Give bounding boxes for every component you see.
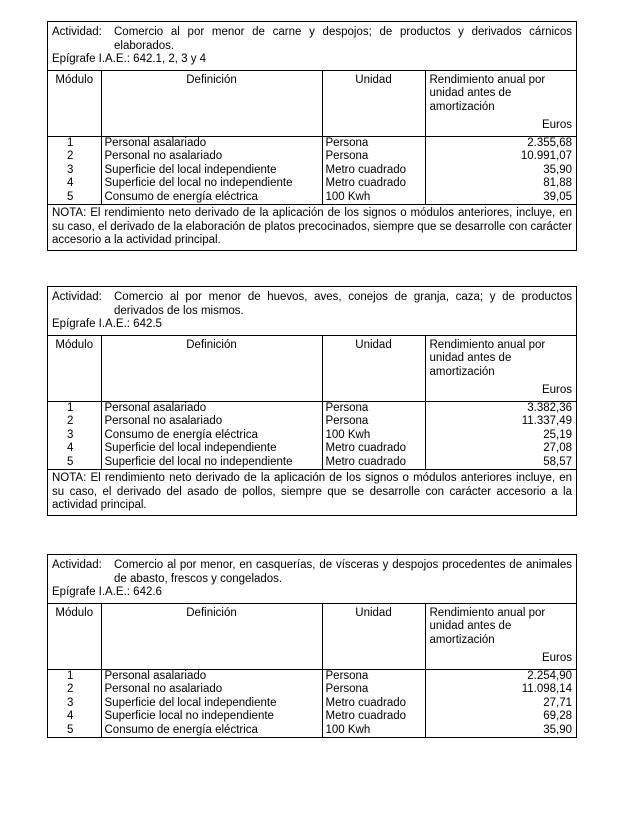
table-cell: 5	[67, 455, 74, 468]
table-cell: Personal asalariado	[104, 401, 207, 414]
table-cell: Persona	[325, 150, 369, 162]
definicion-column	[101, 136, 322, 204]
table-cell: Personal no asalariado	[104, 683, 223, 695]
table-cell: Metro cuadrado	[325, 710, 407, 722]
modules-table	[48, 603, 576, 738]
header-definicion: Definición	[101, 70, 322, 136]
header-rendimiento-label: Rendimiento anual por unidad antes de amortización	[429, 338, 546, 378]
table-cell: 1	[67, 401, 74, 414]
epigrafe: Epígrafe I.A.E.: 642.6	[52, 586, 162, 598]
table-cell: 4	[67, 177, 74, 189]
table-cell: 25,19	[543, 428, 572, 441]
activity-block-642-1	[47, 21, 577, 251]
header-definicion: Definición	[101, 335, 322, 401]
rendimiento-column	[425, 669, 576, 737]
table-cell: 35,90	[543, 163, 572, 176]
activity-label: Actividad:	[52, 26, 102, 38]
table-cell: 39,05	[543, 190, 572, 203]
header-euros: Euros	[541, 652, 572, 664]
rendimiento-column	[425, 401, 576, 469]
header-unidad: Unidad	[322, 335, 425, 401]
table-cell: Consumo de energía eléctrica	[104, 190, 258, 203]
table-cell: 58,57	[543, 455, 572, 468]
table-cell: Personal asalariado	[104, 669, 207, 682]
nota: NOTA: El rendimiento neto derivado de la aplicación de los signos o módulos anteriores incluye, en su caso, el derivado del asado de pollos, siempre que se desarrolle con carácter accesorio a la actividad principal.	[48, 469, 576, 515]
table-cell: 4	[67, 442, 74, 454]
table-cell: 5	[67, 723, 74, 736]
definicion-column	[101, 401, 322, 469]
table-cell: 27,71	[543, 696, 572, 709]
epigrafe: Epígrafe I.A.E.: 642.5	[52, 318, 162, 330]
header-rendimiento	[425, 335, 576, 401]
table-cell: 2	[67, 415, 74, 427]
activity-block-642-6	[47, 554, 577, 738]
table-cell: 100 Kwh	[325, 428, 371, 441]
unidad-column	[322, 669, 425, 737]
activity-text: Comercio al por menor de huevos, aves, conejos de granja, caza; y de productos derivados de los mismos.	[114, 291, 572, 317]
table-cell: 3.382,36	[527, 401, 572, 414]
unidad-column	[322, 136, 425, 204]
header-unidad: Unidad	[322, 603, 425, 669]
table-cell: 1	[67, 669, 74, 682]
table-cell: Metro cuadrado	[325, 442, 407, 454]
table-cell: Personal no asalariado	[104, 150, 223, 162]
header-euros: Euros	[541, 119, 572, 131]
header-modulo: Módulo	[48, 335, 101, 401]
table-cell: 2.254,90	[527, 669, 572, 682]
rendimiento-column	[425, 136, 576, 204]
table-cell: 2.355,68	[527, 136, 572, 149]
activity-text: Comercio al por menor de carne y despojos; de productos y derivados cárnicos elaborados.	[114, 26, 572, 52]
modulo-column	[48, 136, 101, 204]
table-cell: Metro cuadrado	[325, 177, 407, 189]
table-cell: Personal no asalariado	[104, 415, 223, 427]
activity-line	[48, 22, 576, 53]
table-cell: 3	[67, 696, 74, 709]
header-euros: Euros	[541, 384, 572, 396]
activity-label: Actividad:	[52, 559, 102, 571]
activity-line	[48, 287, 576, 318]
table-cell: Superficie del local no independiente	[104, 177, 293, 189]
table-cell: 35,90	[543, 723, 572, 736]
table-cell: 4	[67, 710, 74, 722]
table-cell: Persona	[325, 669, 369, 682]
table-cell: Persona	[325, 415, 369, 427]
table-cell: 11.337,49	[521, 415, 572, 427]
table-cell: 1	[67, 136, 74, 149]
table-cell: 100 Kwh	[325, 190, 371, 203]
table-cell: Persona	[325, 683, 369, 695]
table-cell: 69,28	[543, 710, 572, 722]
table-cell: Consumo de energía eléctrica	[104, 428, 258, 441]
table-cell: Metro cuadrado	[325, 163, 407, 176]
header-rendimiento	[425, 603, 576, 669]
table-cell: 2	[67, 150, 74, 162]
table-cell: Superficie del local no independiente	[104, 455, 293, 468]
unidad-column	[322, 401, 425, 469]
table-cell: 27,08	[543, 442, 572, 454]
table-cell: Metro cuadrado	[325, 696, 407, 709]
header-rendimiento-label: Rendimiento anual por unidad antes de amortización	[429, 73, 546, 113]
header-modulo: Módulo	[48, 603, 101, 669]
modulo-column	[48, 669, 101, 737]
table-cell: 11.098,14	[521, 683, 572, 695]
table-cell: Superficie del local independiente	[104, 163, 277, 176]
header-definicion: Definición	[101, 603, 322, 669]
table-cell: 2	[67, 683, 74, 695]
nota: NOTA: El rendimiento neto derivado de la aplicación de los signos o módulos anteriores, incluye, en su caso, el derivado de la elaboración de platos precocinados, siempre que se desarrolle con carácter accesorio a la actividad principal.	[48, 204, 576, 250]
table-cell: Metro cuadrado	[325, 455, 407, 468]
table-cell: Superficie local no independiente	[104, 710, 274, 722]
table-cell: Persona	[325, 136, 369, 149]
table-cell: Persona	[325, 401, 369, 414]
header-unidad: Unidad	[322, 70, 425, 136]
modules-table	[48, 335, 576, 470]
epigrafe: Epígrafe I.A.E.: 642.1, 2, 3 y 4	[52, 53, 207, 65]
table-cell: Consumo de energía eléctrica	[104, 723, 258, 736]
table-cell: 10.991,07	[520, 150, 572, 162]
activity-label: Actividad:	[52, 291, 102, 303]
modulo-column	[48, 401, 101, 469]
table-cell: 3	[67, 163, 74, 176]
header-modulo: Módulo	[48, 70, 101, 136]
table-cell: Superficie del local independiente	[104, 442, 277, 454]
header-rendimiento	[425, 70, 576, 136]
activity-block-642-5	[47, 286, 577, 516]
table-cell: Personal asalariado	[104, 136, 207, 149]
definicion-column	[101, 669, 322, 737]
activity-text: Comercio al por menor, en casquerías, de vísceras y despojos procedentes de animales de abasto, frescos y congelados.	[114, 559, 572, 585]
activity-line	[48, 555, 576, 586]
table-cell: Superficie del local independiente	[104, 696, 277, 709]
table-cell: 81,88	[543, 177, 572, 189]
table-cell: 5	[67, 190, 74, 203]
table-cell: 100 Kwh	[325, 723, 371, 736]
header-rendimiento-label: Rendimiento anual por unidad antes de amortización	[429, 606, 546, 646]
table-cell: 3	[67, 428, 74, 441]
modules-table	[48, 70, 576, 205]
